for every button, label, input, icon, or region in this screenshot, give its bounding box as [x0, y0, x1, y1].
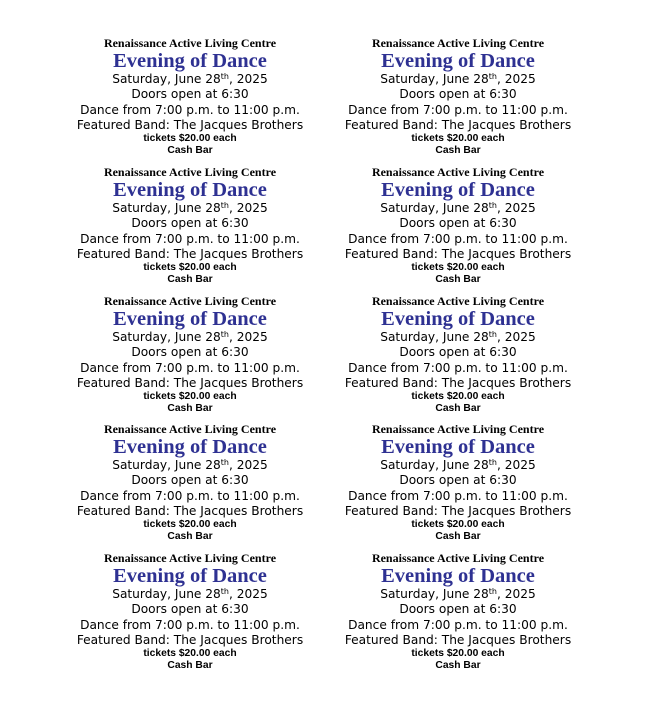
date-year: , 2025: [497, 201, 536, 215]
dance-time: Dance from 7:00 p.m. to 11:00 p.m.: [80, 360, 300, 375]
event-title: Evening of Dance: [381, 179, 535, 201]
event-date: [308, 587, 608, 602]
featured-band: Featured Band: The Jacques Brothers: [76, 117, 304, 132]
cash-bar: Cash Bar: [435, 530, 481, 542]
date-ordinal: th: [488, 72, 498, 81]
date-ordinal: th: [220, 587, 230, 596]
cash-bar: Cash Bar: [167, 659, 213, 671]
event-title: Evening of Dance: [381, 308, 535, 330]
event-title: Evening of Dance: [381, 50, 535, 72]
date-text: Saturday, June 28: [380, 587, 489, 601]
doors-open: Doors open at 6:30: [399, 87, 517, 102]
event-title: Evening of Dance: [113, 179, 267, 201]
venue-name: Renaissance Active Living Centre: [371, 36, 545, 50]
doors-open: Doors open at 6:30: [399, 216, 517, 231]
date-year: , 2025: [229, 72, 268, 86]
date-text: Saturday, June 28: [112, 72, 221, 86]
date-year: , 2025: [497, 458, 536, 472]
cash-bar: Cash Bar: [435, 144, 481, 156]
event-title: Evening of Dance: [113, 565, 267, 587]
date-year: , 2025: [497, 587, 536, 601]
event-date: [40, 587, 340, 602]
date-text: Saturday, June 28: [380, 72, 489, 86]
featured-band: Featured Band: The Jacques Brothers: [344, 246, 572, 261]
doors-open: Doors open at 6:30: [399, 345, 517, 360]
event-date: [308, 458, 608, 473]
ticket-r4-c1: [40, 422, 340, 542]
cash-bar: Cash Bar: [435, 402, 481, 414]
doors-open: Doors open at 6:30: [399, 473, 517, 488]
event-title: Evening of Dance: [113, 436, 267, 458]
date-year: , 2025: [229, 458, 268, 472]
ticket-r3-c1: [40, 294, 340, 414]
cash-bar: Cash Bar: [167, 402, 213, 414]
doors-open: Doors open at 6:30: [131, 602, 249, 617]
ticket-r1-c2: [308, 36, 608, 156]
event-title: Evening of Dance: [381, 436, 535, 458]
doors-open: Doors open at 6:30: [131, 345, 249, 360]
dance-time: Dance from 7:00 p.m. to 11:00 p.m.: [80, 488, 300, 503]
date-ordinal: th: [220, 330, 230, 339]
date-ordinal: th: [220, 72, 230, 81]
dance-time: Dance from 7:00 p.m. to 11:00 p.m.: [348, 231, 568, 246]
dance-time: Dance from 7:00 p.m. to 11:00 p.m.: [348, 488, 568, 503]
ticket-price: tickets $20.00 each: [411, 519, 505, 531]
ticket-price: tickets $20.00 each: [143, 133, 237, 145]
date-ordinal: th: [220, 458, 230, 467]
date-ordinal: th: [220, 201, 230, 210]
featured-band: Featured Band: The Jacques Brothers: [76, 375, 304, 390]
date-year: , 2025: [229, 587, 268, 601]
dance-time: Dance from 7:00 p.m. to 11:00 p.m.: [348, 102, 568, 117]
ticket-price: tickets $20.00 each: [411, 648, 505, 660]
doors-open: Doors open at 6:30: [131, 473, 249, 488]
featured-band: Featured Band: The Jacques Brothers: [344, 117, 572, 132]
venue-name: Renaissance Active Living Centre: [103, 551, 277, 565]
venue-name: Renaissance Active Living Centre: [103, 422, 277, 436]
venue-name: Renaissance Active Living Centre: [371, 165, 545, 179]
cash-bar: Cash Bar: [435, 659, 481, 671]
featured-band: Featured Band: The Jacques Brothers: [76, 503, 304, 518]
event-date: [308, 72, 608, 87]
featured-band: Featured Band: The Jacques Brothers: [344, 375, 572, 390]
event-title: Evening of Dance: [113, 308, 267, 330]
cash-bar: Cash Bar: [167, 530, 213, 542]
venue-name: Renaissance Active Living Centre: [103, 165, 277, 179]
ticket-r4-c2: [308, 422, 608, 542]
date-ordinal: th: [488, 330, 498, 339]
dance-time: Dance from 7:00 p.m. to 11:00 p.m.: [348, 617, 568, 632]
ticket-price: tickets $20.00 each: [411, 262, 505, 274]
event-date: [40, 201, 340, 216]
venue-name: Renaissance Active Living Centre: [103, 36, 277, 50]
ticket-price: tickets $20.00 each: [143, 262, 237, 274]
event-date: [40, 72, 340, 87]
dance-time: Dance from 7:00 p.m. to 11:00 p.m.: [80, 617, 300, 632]
ticket-r2-c2: [308, 165, 608, 285]
featured-band: Featured Band: The Jacques Brothers: [344, 503, 572, 518]
date-text: Saturday, June 28: [112, 458, 221, 472]
featured-band: Featured Band: The Jacques Brothers: [344, 632, 572, 647]
date-text: Saturday, June 28: [112, 587, 221, 601]
date-text: Saturday, June 28: [380, 458, 489, 472]
event-title: Evening of Dance: [113, 50, 267, 72]
featured-band: Featured Band: The Jacques Brothers: [76, 246, 304, 261]
ticket-r2-c1: [40, 165, 340, 285]
ticket-r1-c1: [40, 36, 340, 156]
date-year: , 2025: [229, 201, 268, 215]
ticket-r5-c2: [308, 551, 608, 671]
date-ordinal: th: [488, 458, 498, 467]
date-ordinal: th: [488, 587, 498, 596]
cash-bar: Cash Bar: [167, 273, 213, 285]
date-year: , 2025: [497, 330, 536, 344]
date-text: Saturday, June 28: [112, 330, 221, 344]
featured-band: Featured Band: The Jacques Brothers: [76, 632, 304, 647]
ticket-price: tickets $20.00 each: [143, 648, 237, 660]
ticket-price: tickets $20.00 each: [411, 391, 505, 403]
dance-time: Dance from 7:00 p.m. to 11:00 p.m.: [80, 102, 300, 117]
dance-time: Dance from 7:00 p.m. to 11:00 p.m.: [80, 231, 300, 246]
cash-bar: Cash Bar: [167, 144, 213, 156]
event-date: [308, 330, 608, 345]
date-year: , 2025: [229, 330, 268, 344]
dance-time: Dance from 7:00 p.m. to 11:00 p.m.: [348, 360, 568, 375]
ticket-price: tickets $20.00 each: [411, 133, 505, 145]
event-date: [40, 458, 340, 473]
doors-open: Doors open at 6:30: [131, 87, 249, 102]
date-year: , 2025: [497, 72, 536, 86]
event-title: Evening of Dance: [381, 565, 535, 587]
event-date: [40, 330, 340, 345]
doors-open: Doors open at 6:30: [399, 602, 517, 617]
venue-name: Renaissance Active Living Centre: [103, 294, 277, 308]
venue-name: Renaissance Active Living Centre: [371, 551, 545, 565]
date-text: Saturday, June 28: [112, 201, 221, 215]
date-ordinal: th: [488, 201, 498, 210]
venue-name: Renaissance Active Living Centre: [371, 294, 545, 308]
date-text: Saturday, June 28: [380, 330, 489, 344]
cash-bar: Cash Bar: [435, 273, 481, 285]
ticket-r5-c1: [40, 551, 340, 671]
event-date: [308, 201, 608, 216]
venue-name: Renaissance Active Living Centre: [371, 422, 545, 436]
ticket-price: tickets $20.00 each: [143, 519, 237, 531]
doors-open: Doors open at 6:30: [131, 216, 249, 231]
ticket-price: tickets $20.00 each: [143, 391, 237, 403]
date-text: Saturday, June 28: [380, 201, 489, 215]
ticket-r3-c2: [308, 294, 608, 414]
